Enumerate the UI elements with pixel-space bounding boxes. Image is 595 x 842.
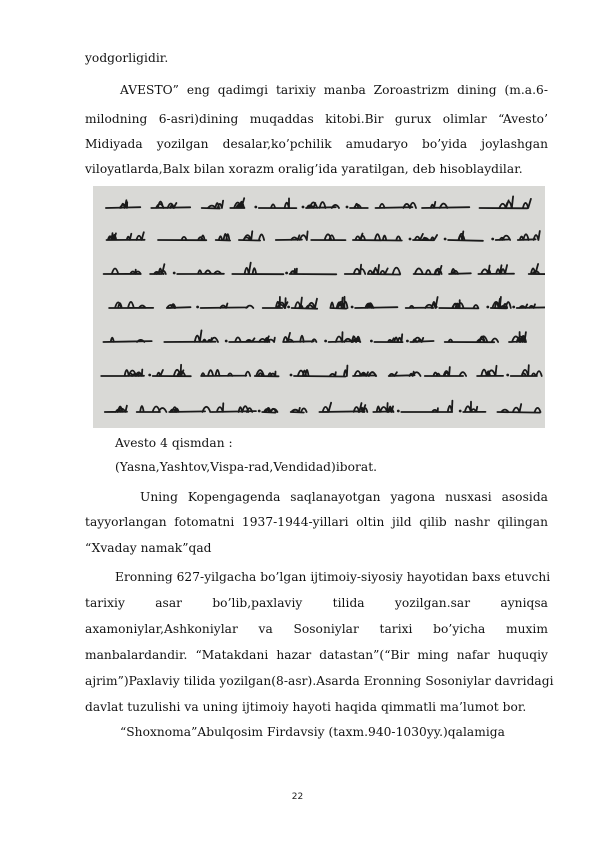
word-separator-dot bbox=[324, 340, 327, 343]
manuscript-line bbox=[104, 263, 545, 275]
word-separator-dot bbox=[258, 410, 261, 413]
word-separator-dot bbox=[491, 238, 494, 241]
word-separator-dot bbox=[346, 206, 349, 209]
word-separator-dot bbox=[397, 410, 400, 413]
manuscript-line bbox=[107, 231, 540, 241]
text-line: Midiyada yozilgan desalar,ko’pchilik amudaryo bo’yida joylashgan bbox=[85, 137, 548, 151]
word-separator-dot bbox=[351, 306, 354, 309]
text-line: tarixiy asar bo’lib,paxlaviy tilida yozilgan.sar ayniqsa bbox=[85, 596, 548, 610]
text-line: Avesto 4 qismdan : bbox=[115, 436, 233, 450]
manuscript-line bbox=[109, 297, 545, 309]
text-line: AVESTO” eng qadimgi tarixiy manba Zoroastrizm dining (m.a.6- bbox=[120, 83, 548, 97]
manuscript-line bbox=[101, 365, 541, 377]
word-separator-dot bbox=[512, 306, 515, 309]
manuscript-line bbox=[106, 196, 531, 208]
text-line: milodning 6-asri)dining muqaddas kitobi.Bir gurux olimlar “Avesto’ bbox=[85, 112, 548, 126]
word-separator-dot bbox=[370, 340, 373, 343]
text-line: viloyatlarda,Balx bilan xorazm oralig’ida yaratilgan, deb hisoblaydilar. bbox=[85, 162, 523, 176]
text-line: (Yasna,Yashtov,Vispa-rad,Vendidad)iborat. bbox=[115, 460, 378, 474]
word-separator-dot bbox=[173, 272, 176, 275]
avestan-manuscript-image bbox=[93, 186, 545, 428]
word-separator-dot bbox=[406, 340, 409, 343]
text-line: “Xvaday namak”qad bbox=[85, 541, 212, 555]
text-line: manbalardandir. “Matakdani hazar datastan”(“Bir ming nafar huquqiy bbox=[85, 648, 548, 662]
text-line: yodgorligidir. bbox=[85, 51, 169, 65]
manuscript-script-lines bbox=[93, 186, 545, 428]
word-separator-dot bbox=[254, 206, 257, 209]
word-separator-dot bbox=[285, 272, 288, 275]
text-line: tayyorlangan fotomatni 1937-1944-yillari oltin jild qilib nashr qilingan bbox=[85, 515, 548, 529]
text-line: Eronning 627-yilgacha bo’lgan ijtimoiy-siyosiy hayotidan baxs etuvchi bbox=[115, 570, 551, 584]
text-line: davlat tuzulishi va uning ijtimoiy hayoti haqida qimmatli ma’lumot bor. bbox=[85, 700, 527, 714]
word-separator-dot bbox=[148, 374, 151, 377]
manuscript-line bbox=[105, 401, 541, 413]
word-separator-dot bbox=[287, 306, 290, 309]
word-separator-dot bbox=[225, 340, 228, 343]
text-line: “Shoxnoma”Abulqosim Firdavsiy (taxm.940-1030yy.)qalamiga bbox=[120, 725, 505, 739]
word-separator-dot bbox=[459, 410, 462, 413]
word-separator-dot bbox=[409, 238, 412, 241]
page-number: 22 bbox=[291, 792, 304, 802]
text-line: axamoniylar,Ashkoniylar va Sosoniylar tarixi bo’yicha muxim bbox=[85, 622, 548, 636]
text-line: Uning Kopengagenda saqlanayotgan yagona nusxasi asosida bbox=[140, 490, 548, 504]
word-separator-dot bbox=[302, 206, 305, 209]
word-separator-dot bbox=[506, 374, 509, 377]
manuscript-line bbox=[103, 330, 526, 342]
text-line: ajrim”)Paxlaviy tilida yozilgan(8-asr).Asarda Eronning Sosoniylar davridagi bbox=[85, 674, 554, 688]
word-separator-dot bbox=[444, 238, 447, 241]
word-separator-dot bbox=[196, 306, 199, 309]
word-separator-dot bbox=[290, 374, 293, 377]
word-separator-dot bbox=[486, 306, 489, 309]
